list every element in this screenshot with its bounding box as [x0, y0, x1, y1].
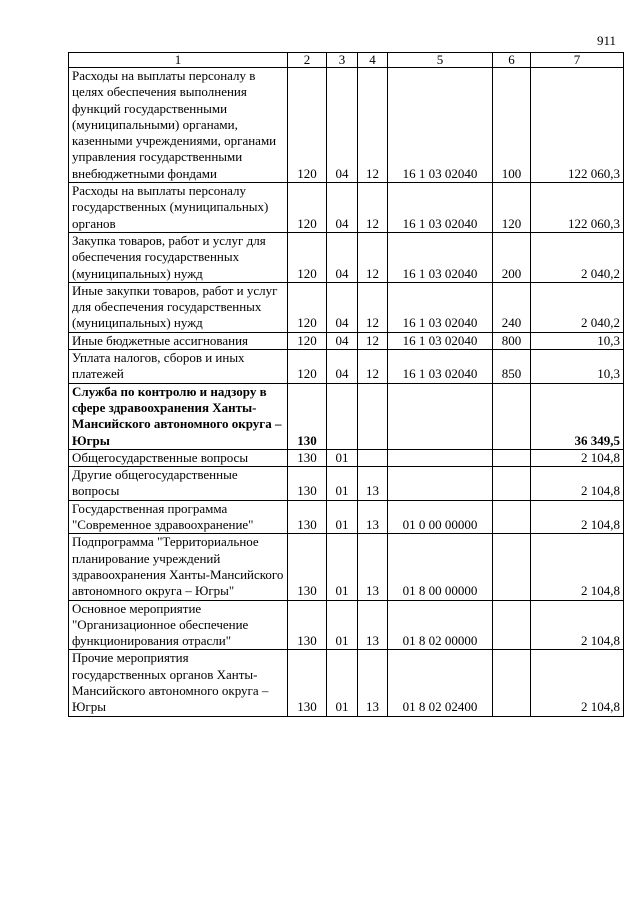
- row-section-code: 04: [327, 183, 358, 233]
- header-col-6: 6: [493, 53, 531, 68]
- row-name: Подпрограмма "Территориальное планирование учреждений здравоохранения Ханты-Мансийского автономного округа – Югры": [69, 534, 288, 600]
- row-amount: 36 349,5: [531, 383, 624, 449]
- budget-table: [68, 52, 624, 717]
- row-expense-type-code: [493, 383, 531, 449]
- row-target-code: 01 0 00 00000: [388, 500, 493, 534]
- row-subsection-code: 12: [358, 232, 388, 282]
- row-admin-code: 130: [288, 449, 327, 466]
- row-target-code: [388, 449, 493, 466]
- row-target-code: 16 1 03 02040: [388, 282, 493, 332]
- row-admin-code: 130: [288, 383, 327, 449]
- row-expense-type-code: [493, 500, 531, 534]
- row-subsection-code: 13: [358, 534, 388, 600]
- table-row: [69, 332, 624, 349]
- row-amount: 2 040,2: [531, 232, 624, 282]
- row-name: Закупка товаров, работ и услуг для обеспечения государственных (муниципальных) нужд: [69, 232, 288, 282]
- table-row: [69, 183, 624, 233]
- row-target-code: 16 1 03 02040: [388, 232, 493, 282]
- row-expense-type-code: [493, 600, 531, 650]
- row-amount: 10,3: [531, 332, 624, 349]
- table-row: [69, 68, 624, 183]
- table-body: [69, 68, 624, 717]
- table-row: [69, 383, 624, 449]
- row-section-code: 04: [327, 332, 358, 349]
- row-target-code: 01 8 00 00000: [388, 534, 493, 600]
- row-name: Расходы на выплаты персоналу государственных (муниципальных) органов: [69, 183, 288, 233]
- row-target-code: 01 8 02 02400: [388, 650, 493, 716]
- row-amount: 122 060,3: [531, 183, 624, 233]
- table-row: [69, 467, 624, 501]
- row-expense-type-code: 800: [493, 332, 531, 349]
- row-admin-code: 120: [288, 282, 327, 332]
- row-expense-type-code: 120: [493, 183, 531, 233]
- row-section-code: 01: [327, 467, 358, 501]
- row-name: Государственная программа "Современное здравоохранение": [69, 500, 288, 534]
- row-name: Иные бюджетные ассигнования: [69, 332, 288, 349]
- row-name: Другие общегосударственные вопросы: [69, 467, 288, 501]
- row-section-code: 01: [327, 534, 358, 600]
- row-amount: 2 104,8: [531, 600, 624, 650]
- row-subsection-code: 12: [358, 282, 388, 332]
- row-name: Прочие мероприятия государственных органов Ханты-Мансийского автономного округа – Югры: [69, 650, 288, 716]
- row-name: Уплата налогов, сборов и иных платежей: [69, 350, 288, 384]
- table-row: [69, 534, 624, 600]
- row-subsection-code: 12: [358, 68, 388, 183]
- row-target-code: 16 1 03 02040: [388, 68, 493, 183]
- row-admin-code: 120: [288, 68, 327, 183]
- table-row: [69, 282, 624, 332]
- row-amount: 2 040,2: [531, 282, 624, 332]
- row-subsection-code: [358, 449, 388, 466]
- row-section-code: 01: [327, 650, 358, 716]
- row-expense-type-code: [493, 650, 531, 716]
- row-subsection-code: 12: [358, 183, 388, 233]
- row-subsection-code: 12: [358, 350, 388, 384]
- row-admin-code: 130: [288, 467, 327, 501]
- row-section-code: 04: [327, 350, 358, 384]
- row-name: Иные закупки товаров, работ и услуг для обеспечения государственных (муниципальных) нужд: [69, 282, 288, 332]
- row-amount: 2 104,8: [531, 449, 624, 466]
- row-section-code: 04: [327, 282, 358, 332]
- row-subsection-code: 12: [358, 332, 388, 349]
- table-row: [69, 650, 624, 716]
- row-admin-code: 120: [288, 232, 327, 282]
- row-admin-code: 130: [288, 650, 327, 716]
- header-col-5: 5: [388, 53, 493, 68]
- row-amount: 2 104,8: [531, 534, 624, 600]
- row-section-code: 04: [327, 68, 358, 183]
- table-row: [69, 500, 624, 534]
- row-admin-code: 130: [288, 500, 327, 534]
- row-subsection-code: 13: [358, 467, 388, 501]
- row-section-code: 04: [327, 232, 358, 282]
- header-col-2: 2: [288, 53, 327, 68]
- row-section-code: [327, 383, 358, 449]
- row-target-code: 16 1 03 02040: [388, 332, 493, 349]
- row-name: Расходы на выплаты персоналу в целях обеспечения выполнения функций государственными (муниципальными) органами, казенными учреждениями, органами управления государственными внебюджетными фондами: [69, 68, 288, 183]
- row-amount: 2 104,8: [531, 467, 624, 501]
- row-subsection-code: [358, 383, 388, 449]
- table-row: [69, 449, 624, 466]
- row-section-code: 01: [327, 600, 358, 650]
- header-col-3: 3: [327, 53, 358, 68]
- header-col-1: 1: [69, 53, 288, 68]
- row-subsection-code: 13: [358, 600, 388, 650]
- table-row: [69, 232, 624, 282]
- header-col-7: 7: [531, 53, 624, 68]
- row-expense-type-code: [493, 534, 531, 600]
- header-col-4: 4: [358, 53, 388, 68]
- header-row: [69, 53, 624, 68]
- row-admin-code: 130: [288, 534, 327, 600]
- row-amount: 2 104,8: [531, 650, 624, 716]
- row-amount: 10,3: [531, 350, 624, 384]
- row-expense-type-code: [493, 449, 531, 466]
- row-name: Основное мероприятие "Организационное обеспечение функционирования отрасли": [69, 600, 288, 650]
- row-target-code: 01 8 02 00000: [388, 600, 493, 650]
- row-expense-type-code: 850: [493, 350, 531, 384]
- row-amount: 2 104,8: [531, 500, 624, 534]
- row-target-code: [388, 467, 493, 501]
- row-target-code: 16 1 03 02040: [388, 350, 493, 384]
- row-admin-code: 120: [288, 332, 327, 349]
- row-expense-type-code: 240: [493, 282, 531, 332]
- row-admin-code: 130: [288, 600, 327, 650]
- table-row: [69, 350, 624, 384]
- row-section-code: 01: [327, 449, 358, 466]
- row-amount: 122 060,3: [531, 68, 624, 183]
- row-admin-code: 120: [288, 350, 327, 384]
- row-section-code: 01: [327, 500, 358, 534]
- row-expense-type-code: 200: [493, 232, 531, 282]
- row-name: Служба по контролю и надзору в сфере здравоохранения Ханты-Мансийского автономного округа – Югры: [69, 383, 288, 449]
- row-target-code: [388, 383, 493, 449]
- row-subsection-code: 13: [358, 500, 388, 534]
- row-name: Общегосударственные вопросы: [69, 449, 288, 466]
- page-number: 911: [596, 33, 616, 48]
- table-row: [69, 600, 624, 650]
- row-admin-code: 120: [288, 183, 327, 233]
- row-expense-type-code: [493, 467, 531, 501]
- row-subsection-code: 13: [358, 650, 388, 716]
- row-target-code: 16 1 03 02040: [388, 183, 493, 233]
- row-expense-type-code: 100: [493, 68, 531, 183]
